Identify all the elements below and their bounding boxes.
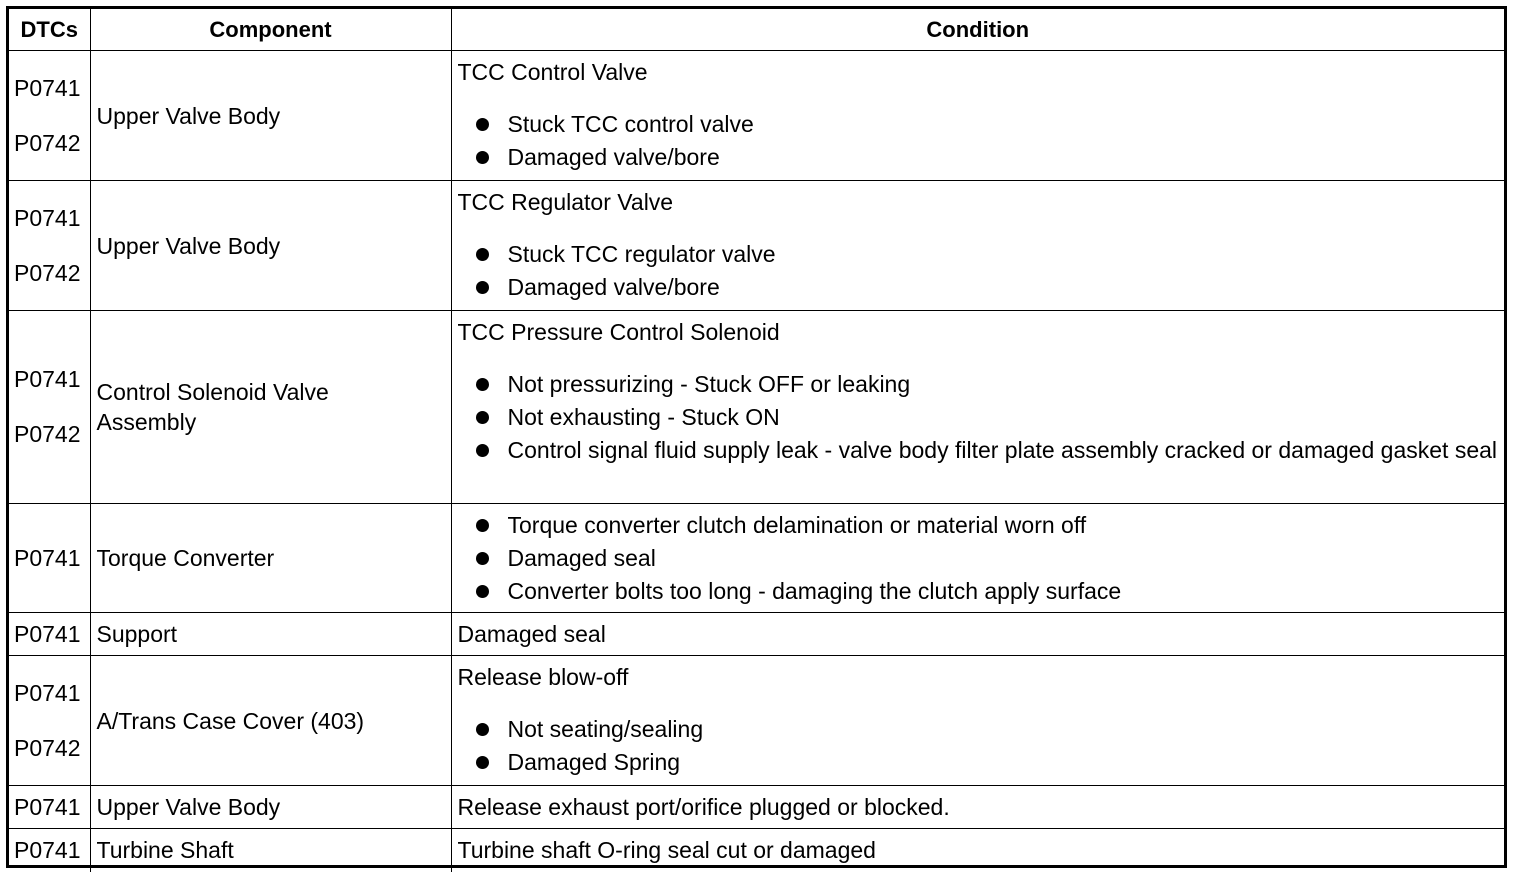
condition-heading: TCC Control Valve	[457, 59, 648, 85]
table-row	[9, 613, 1504, 656]
dtc-code: P0742	[14, 259, 81, 286]
list-item-text: Control signal fluid supply leak - valve body filter plate assembly cracked or damaged gasket seal	[507, 437, 1498, 463]
table-row	[9, 51, 1504, 181]
condition-heading: TCC Regulator Valve	[457, 189, 674, 215]
condition-list	[458, 239, 1499, 302]
condition-heading: TCC Pressure Control Solenoid	[457, 319, 780, 345]
condition-cell	[451, 311, 1504, 504]
bullet-icon	[476, 411, 489, 424]
bullet-icon	[476, 444, 489, 457]
dtc-code: P0741	[14, 679, 81, 706]
condition-heading: Damaged seal	[457, 621, 606, 647]
dtc-code: P0741	[14, 621, 81, 647]
list-item	[476, 510, 1499, 540]
dtc-table-frame	[6, 6, 1507, 868]
dtc-code: P0742	[14, 129, 81, 156]
list-item-text: Not exhausting - Stuck ON	[507, 404, 780, 430]
condition-cell	[451, 786, 1504, 829]
table-row	[9, 829, 1504, 872]
list-item	[476, 272, 1499, 302]
header-row	[9, 9, 1504, 51]
header-dtcs: DTCs	[9, 9, 90, 51]
list-item-text: Not seating/sealing	[507, 716, 704, 742]
condition-list	[458, 369, 1499, 465]
list-item-text: Torque converter clutch delamination or material worn off	[507, 512, 1087, 538]
condition-cell	[451, 613, 1504, 656]
component-cell: Upper Valve Body	[90, 51, 451, 181]
list-item	[476, 402, 1499, 432]
condition-list	[458, 714, 1499, 777]
table-row	[9, 786, 1504, 829]
dtc-code: P0742	[14, 734, 81, 761]
list-item	[476, 239, 1499, 269]
dtc-cell	[9, 829, 90, 872]
bullet-icon	[476, 756, 489, 769]
list-item	[476, 576, 1499, 606]
table-row	[9, 181, 1504, 311]
table-row	[9, 311, 1504, 504]
bullet-icon	[476, 585, 489, 598]
dtc-code: P0741	[14, 366, 81, 392]
bullet-icon	[476, 552, 489, 565]
bullet-icon	[476, 118, 489, 131]
dtc-cell	[9, 181, 90, 311]
bullet-icon	[476, 281, 489, 294]
condition-cell	[451, 829, 1504, 872]
list-item	[476, 142, 1499, 172]
list-item	[476, 369, 1499, 399]
list-item	[476, 747, 1499, 777]
bullet-icon	[476, 519, 489, 532]
bullet-icon	[476, 723, 489, 736]
component-cell: Upper Valve Body	[90, 181, 451, 311]
component-cell: A/Trans Case Cover (403)	[90, 656, 451, 786]
condition-cell	[451, 504, 1504, 613]
header-component: Component	[90, 9, 451, 51]
component-cell: Upper Valve Body	[90, 786, 451, 829]
list-item	[476, 435, 1499, 465]
condition-cell	[451, 51, 1504, 181]
table-row	[9, 504, 1504, 613]
list-item-text: Damaged Spring	[507, 749, 681, 775]
condition-cell	[451, 181, 1504, 311]
list-item	[476, 543, 1499, 573]
dtc-table	[9, 9, 1504, 872]
component-cell: Control Solenoid Valve Assembly	[90, 311, 451, 504]
list-item-text: Damaged valve/bore	[507, 144, 720, 170]
condition-heading: Turbine shaft O-ring seal cut or damaged	[457, 837, 876, 864]
list-item	[476, 714, 1499, 744]
condition-list	[458, 109, 1499, 172]
condition-heading: Release exhaust port/orifice plugged or blocked.	[457, 794, 950, 820]
dtc-code: P0742	[14, 421, 81, 447]
dtc-code: P0741	[14, 204, 81, 231]
list-item-text: Damaged seal	[507, 545, 656, 571]
dtc-cell	[9, 656, 90, 786]
dtc-code: P0741	[14, 545, 81, 571]
list-item-text: Stuck TCC control valve	[507, 111, 754, 137]
dtc-cell	[9, 613, 90, 656]
dtc-code: P0741	[14, 837, 81, 864]
dtc-cell	[9, 504, 90, 613]
bullet-icon	[476, 151, 489, 164]
condition-heading: Release blow-off	[457, 664, 629, 690]
dtc-cell	[9, 786, 90, 829]
header-condition: Condition	[451, 9, 1504, 51]
dtc-cell	[9, 311, 90, 504]
condition-list	[458, 510, 1499, 606]
dtc-cell	[9, 51, 90, 181]
list-item-text: Damaged valve/bore	[507, 274, 720, 300]
dtc-code: P0741	[14, 794, 81, 820]
list-item	[476, 109, 1499, 139]
table-row	[9, 656, 1504, 786]
list-item-text: Stuck TCC regulator valve	[507, 241, 776, 267]
component-cell: Turbine Shaft	[90, 829, 451, 872]
bullet-icon	[476, 248, 489, 261]
list-item-text: Not pressurizing - Stuck OFF or leaking	[507, 371, 911, 397]
list-item-text: Converter bolts too long - damaging the clutch apply surface	[507, 578, 1122, 604]
bullet-icon	[476, 378, 489, 391]
table-body	[9, 51, 1504, 872]
condition-cell	[451, 656, 1504, 786]
dtc-code: P0741	[14, 74, 81, 101]
component-cell: Support	[90, 613, 451, 656]
component-cell: Torque Converter	[90, 504, 451, 613]
